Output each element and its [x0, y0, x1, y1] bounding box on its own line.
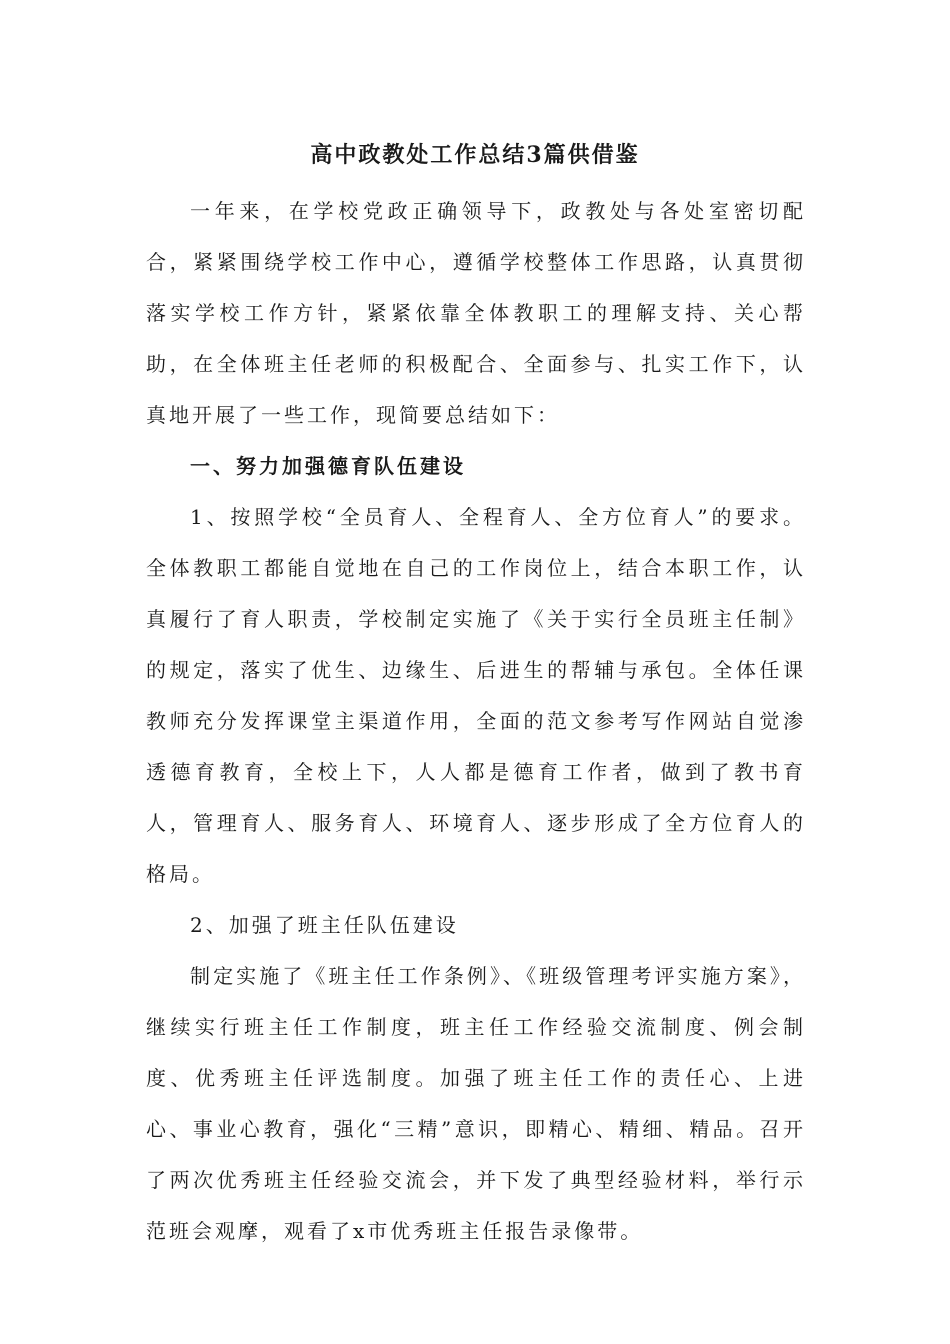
paragraph-item-1: 1、按照学校“全员育人、全程育人、全方位育人”的要求。全体教职工都能自觉地在自己的工作岗位上，结合本职工作，认真履行了育人职责，学校制定实施了《关于实行全员班主任制》的规定，落实了优生、边缘生、后进生的帮辅与承包。全体任课教师充分发挥课堂主渠道作用，全面的范文参考写作网站自觉渗透德育教育，全校上下，人人都是德育工作者，做到了教书育人，管理育人、服务育人、环境育人、逐步形成了全方位育人的格局。	[146, 505, 806, 886]
paragraph-class-teacher: 制定实施了《班主任工作条例》、《班级管理考评实施方案》，继续实行班主任工作制度，班主任工作经验交流制度、例会制度、优秀班主任评选制度。加强了班主任工作的责任心、上进心、事业心教育，强化“三精”意识，即精心、精细、精品。召开了两次优秀班主任经验交流会，并下发了典型经验材料，举行示范班会观摩，观看了x市优秀班主任报告录像带。	[146, 964, 806, 1243]
intro-paragraph: 一年来，在学校党政正确领导下，政教处与各处室密切配合，紧紧围绕学校工作中心，遵循学校整体工作思路，认真贯彻落实学校工作方针，紧紧依靠全体教职工的理解支持、关心帮助，在全体班主任老师的积极配合、全面参与、扎实工作下，认真地开展了一些工作，现简要总结如下：	[146, 199, 806, 427]
document-body	[146, 186, 806, 1257]
paragraph-item-2-heading: 2、加强了班主任队伍建设	[190, 913, 459, 937]
section-heading-1: 一、努力加强德育队伍建设	[190, 454, 466, 478]
document-title: 高中政教处工作总结3篇供借鉴	[310, 142, 640, 168]
